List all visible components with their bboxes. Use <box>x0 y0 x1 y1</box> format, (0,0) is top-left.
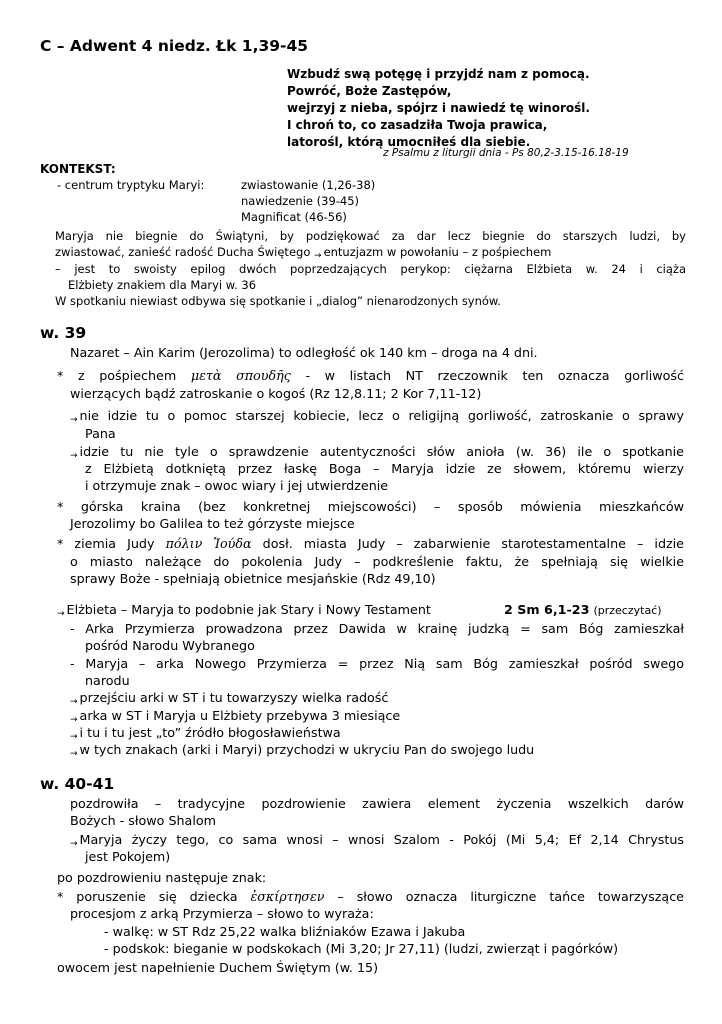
psalm-reference: z Psalmu z liturgii dnia - Ps 80,2-3.15-16.18-19 <box>383 147 629 159</box>
w39-dash-item-cont: pośród Narodu Wybranego <box>85 638 255 653</box>
scripture-reference: 2 Sm 6,1-23 (przeczytać) <box>504 602 662 617</box>
w39-bullet: * górska kraina (bez konkretnej miejscowości) – sposób mówienia mieszkańców <box>57 499 684 514</box>
w39-arrow-item: → w tych znakach (arki i Maryi) przychodzi w ukryciu Pan do swojego ludu <box>70 742 535 759</box>
w4041-paragraph-cont: Bożych - słowo Shalom <box>70 813 216 828</box>
arrow-icon: → <box>314 251 322 261</box>
w39-arrow-item: → idzie tu nie tyle o sprawdzenie autentyczności słów anioła (w. 36) ile o spotkanie <box>70 444 684 461</box>
tryptyk-item: nawiedzenie (39-45) <box>241 194 360 208</box>
w39-dash-item: - Maryja – arka Nowego Przymierza = przez Nią sam Bóg zamieszkał pośród swego <box>70 656 684 671</box>
psalm-quote <box>287 66 590 151</box>
psalm-line: latorośl, którą umocniłeś dla siebie. <box>287 135 531 149</box>
tryptyk-label: - centrum tryptyku Maryi: <box>57 178 205 192</box>
w4041-arrow-item-cont: jest Pokojem) <box>85 849 171 864</box>
w39-bullet-cont: sprawy Boże - spełniają obietnice mesjańskie (Rdz 49,10) <box>70 571 436 586</box>
kontekst-paragraph: W spotkaniu niewiast odbywa się spotkanie i „dialog” nienarodzonych synów. <box>55 294 501 308</box>
tryptyk-item: zwiastowanie (1,26-38) <box>241 178 376 192</box>
psalm-line: Wzbudź swą potęgę i przyjdź nam z pomocą. <box>287 67 590 81</box>
w39-intro: Nazaret – Ain Karim (Jerozolima) to odległość ok 140 km – droga na 4 dni. <box>70 345 538 360</box>
page-title: C – Adwent 4 niedz. Łk 1,39-45 <box>40 37 309 55</box>
kontekst-paragraph: Maryja nie biegnie do Świątyni, by podziękować za dar lecz biegnie do starszych ludzi, by <box>55 229 686 243</box>
w39-arrow-item: → i tu i tu jest „to” źródło błogosławieństwa <box>70 725 341 742</box>
w39-bullet: * z pośpiechem μετὰ σπουδῆς - w listach NT rzeczownik ten oznacza gorliwość <box>57 368 685 383</box>
greek-term: μετὰ σπουδῆς <box>190 368 291 383</box>
w39-dash-item-cont: narodu <box>85 673 130 688</box>
tryptyk-list <box>241 177 375 225</box>
section-heading-w39: w. 39 <box>40 324 87 342</box>
arrow-icon: → <box>57 609 65 619</box>
arrow-icon: → <box>70 697 78 707</box>
w4041-paragraph: owocem jest napełnienie Duchem Świętym (w. 15) <box>57 960 379 975</box>
w39-bullet: * ziemia Judy πόλιν Ἰούδα dosł. miasta Judy – zabarwienie starotestamentalne – idzie <box>57 536 684 551</box>
w39-dash-item: - Arka Przymierza prowadzona przez Dawida w krainę judzką = sam Bóg zamieszkał <box>70 621 684 636</box>
kontekst-paragraph: zwiastować, zanieść radość Ducha Świętego → entuzjazm w powołaniu – z pośpiechem <box>55 245 552 261</box>
psalm-line: I chroń to, co zasadziła Twoja prawica, <box>287 118 548 132</box>
w4041-arrow-item: → Maryja życzy tego, co sama wnosi – wnosi Szalom - Pokój (Mi 5,4; Ef 2,14 Chrystus <box>70 832 684 849</box>
w39-bullet-cont: wierzących bądź zatroskanie o kogoś (Rz 12,8.11; 2 Kor 7,11-12) <box>70 386 482 401</box>
greek-term: ἐσκίρτησεν <box>250 889 325 904</box>
arrow-icon: → <box>70 415 78 425</box>
w39-bullet-cont: o miasto należące do pokolenia Judy – podkreślenie faktu, że spełniają się wielkie <box>70 554 684 569</box>
kontekst-paragraph: – jest to swoisty epilog dwóch poprzedzających perykop: ciężarna Elżbieta w. 24 i ciąża <box>55 262 686 276</box>
w4041-paragraph: pozdrowiła – tradycyjne pozdrowienie zawiera element życzenia wszelkich darów <box>70 796 684 811</box>
w4041-bullet-cont: procesjom z arką Przymierza – słowo to wyraża: <box>70 906 374 921</box>
arrow-icon: → <box>70 749 78 759</box>
w39-arrow-item: → nie idzie tu o pomoc starszej kobiecie, lecz o religijną gorliwość, zatroskanie o sprawy <box>70 408 684 425</box>
kontekst-paragraph: Elżbiety znakiem dla Maryi w. 36 <box>68 278 257 292</box>
kontekst-heading: KONTEKST: <box>40 162 116 176</box>
w39-arrow-item-cont: i otrzymuje znak – owoc wiary i jej utwierdzenie <box>85 478 389 493</box>
w39-arrow-item-cont: z Elżbietą dotkniętą przez łaskę Boga – Maryja idzie ze słowem, któremu wierzy <box>85 461 684 476</box>
psalm-line: wejrzyj z nieba, spójrz i nawiedź tę winorośl. <box>287 101 590 115</box>
section-heading-w40-41: w. 40-41 <box>40 775 115 793</box>
w4041-bullet: * poruszenie się dziecka ἐσκίρτησεν – słowo oznacza liturgiczne tańce towarzyszące <box>57 889 684 904</box>
w4041-sub-item: - podskok: bieganie w podskokach (Mi 3,20; Jr 27,11) (ludzi, zwierząt i pagórków) <box>104 941 619 956</box>
arrow-icon: → <box>70 715 78 725</box>
w39-bullet-cont: Jerozolimy bo Galilea to też górzyste miejsce <box>70 516 355 531</box>
tryptyk-item: Magnificat (46-56) <box>241 210 347 224</box>
arrow-icon: → <box>70 451 78 461</box>
w39-arrow-item: → arka w ST i Maryja u Elżbiety przebywa 3 miesiące <box>70 708 401 725</box>
w39-arrow-item: → przejściu arki w ST i tu towarzyszy wielka radość <box>70 690 389 707</box>
psalm-line: Powróć, Boże Zastępów, <box>287 84 452 98</box>
greek-term: πόλιν Ἰούδα <box>165 536 252 551</box>
arrow-icon: → <box>70 839 78 849</box>
w39-arrow-item-cont: Pana <box>85 426 116 441</box>
w4041-paragraph: po pozdrowieniu następuje znak: <box>57 870 267 885</box>
arrow-icon: → <box>70 732 78 742</box>
elzbieta-maryja-line: → Elżbieta – Maryja to podobnie jak Stary i Nowy Testament <box>57 602 431 619</box>
w4041-sub-item: - walkę: w ST Rdz 25,22 walka bliźniaków Ezawa i Jakuba <box>104 924 466 939</box>
